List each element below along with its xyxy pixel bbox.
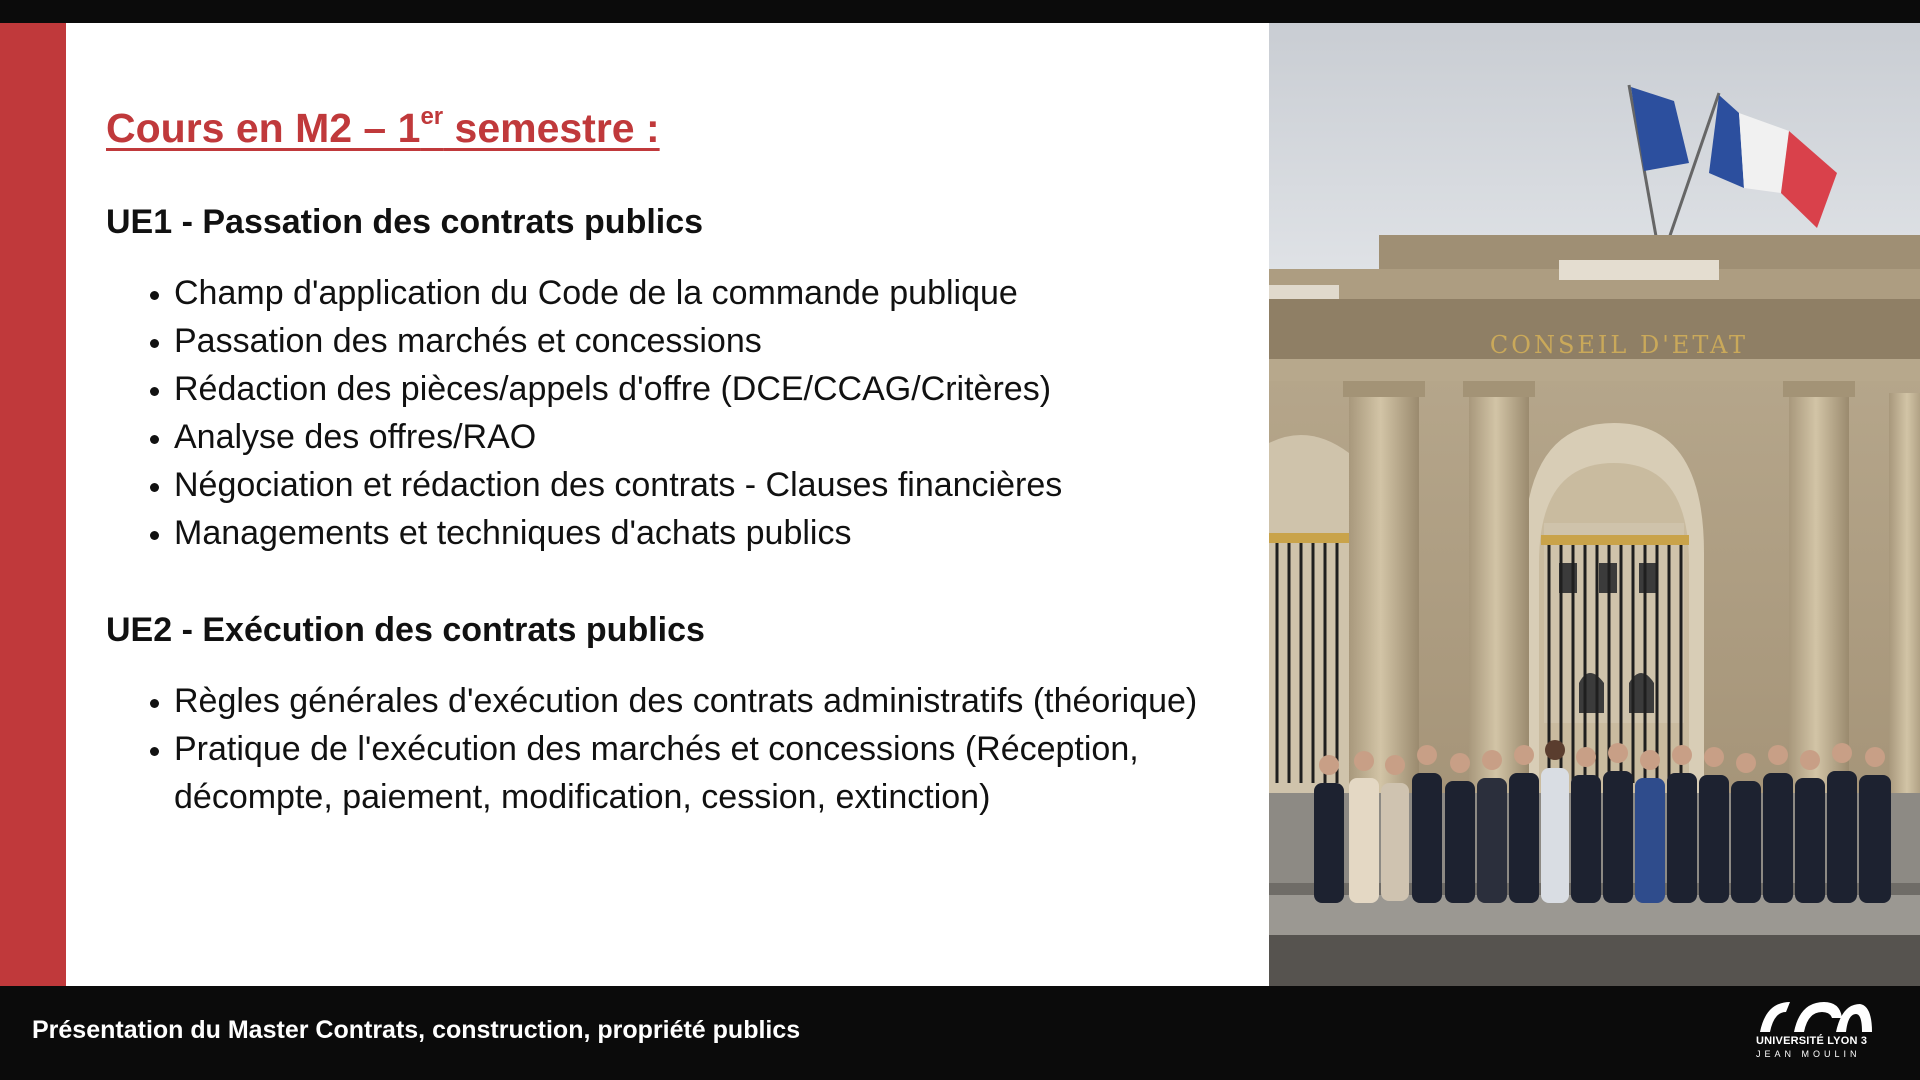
building-inscription: CONSEIL D'ETAT	[1489, 331, 1749, 359]
logo-text-university: UNIVERSITÉ LYON 3	[1756, 1035, 1868, 1047]
ue1-item: • Passation des marchés et concessions	[174, 317, 1256, 365]
university-logo-mark-icon	[1756, 998, 1874, 1034]
ue1-item: • Managements et techniques d'achats publics	[174, 509, 1256, 557]
slide-title-main: Cours en M2 – 1	[106, 105, 421, 151]
ue1-item: • Champ d'application du Code de la commande publique	[174, 269, 1256, 317]
slide-title-end: semestre :	[443, 105, 660, 151]
ue1-heading: UE1 - Passation des contrats publics	[106, 203, 704, 241]
ue1-item: • Rédaction des pièces/appels d'offre (DCE/CCAG/Critères)	[174, 365, 1256, 413]
footer-title: Présentation du Master Contrats, construction, propriété publics	[32, 1016, 801, 1044]
ue2-list	[106, 677, 1256, 821]
accent-stripe	[0, 23, 66, 986]
slide	[0, 23, 1920, 986]
ue2-item: • Pratique de l'exécution des marchés et concessions (Réception, décompte, paiement, modification, cession, extinction)	[174, 725, 1256, 821]
top-bar	[0, 0, 1920, 23]
ue1-item: • Négociation et rédaction des contrats - Clauses financières	[174, 461, 1256, 509]
ue1-list	[106, 269, 1256, 557]
ue1-item: • Analyse des offres/RAO	[174, 413, 1256, 461]
university-logo	[1750, 998, 1890, 1072]
ue2-item: • Règles générales d'exécution des contrats administratifs (théorique)	[174, 677, 1256, 725]
slide-title	[106, 103, 1256, 153]
group-photo-conseil-etat	[1269, 23, 1920, 986]
footer-bar	[0, 986, 1920, 1080]
ue2-heading: UE2 - Exécution des contrats publics	[106, 611, 705, 649]
logo-text-jean-moulin: JEAN MOULIN	[1756, 1049, 1861, 1059]
slide-content	[106, 103, 1256, 821]
slide-title-superscript: er	[420, 103, 444, 130]
